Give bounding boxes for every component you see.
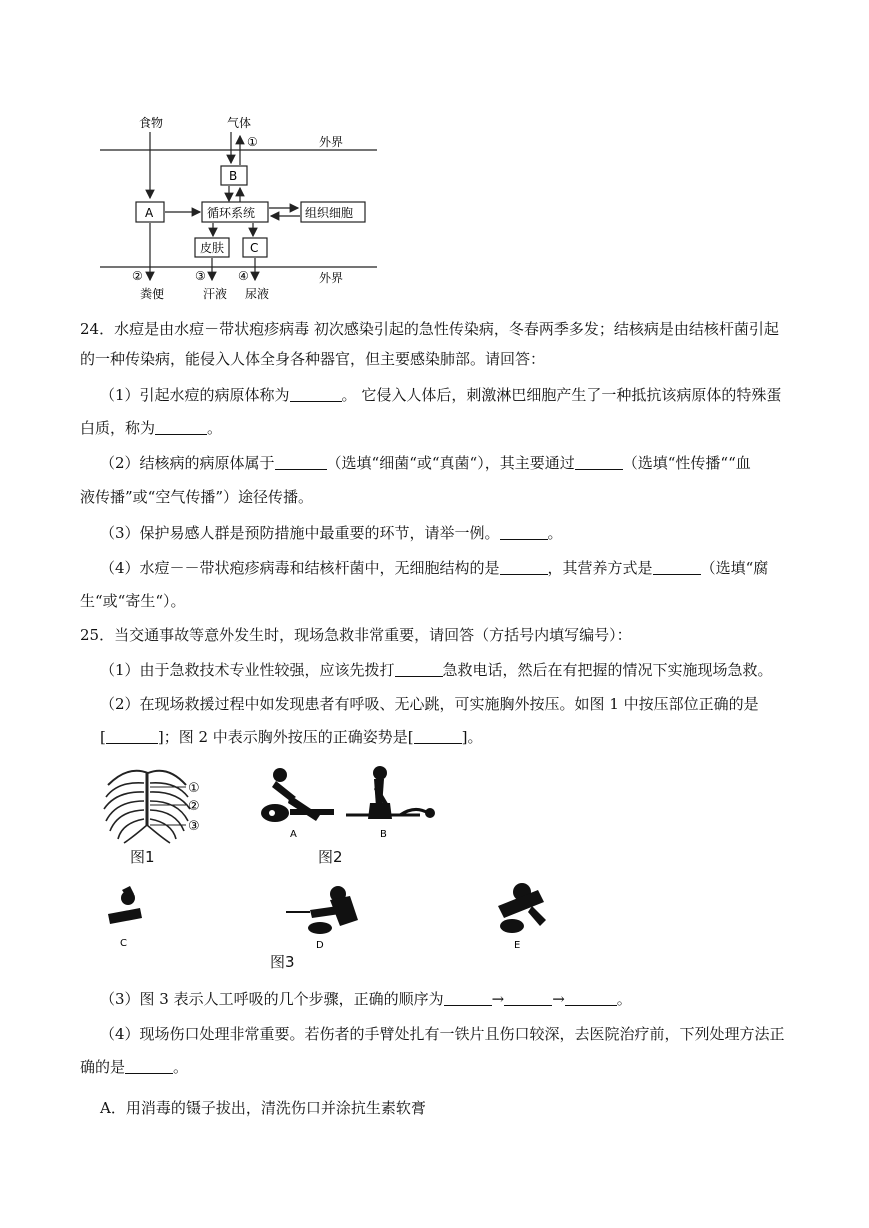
q24-p2-text-c: （选填“性传播““血 [622, 454, 751, 472]
arrow-icon: → [552, 990, 565, 1008]
q24-p1-text-c: 白质，称为 [80, 419, 156, 437]
answer-blank[interactable] [575, 453, 623, 470]
answer-blank[interactable] [414, 727, 462, 744]
q24-part4-line1 [100, 557, 768, 579]
q25-p1-text-b: 急救电话，然后在有把握的情况下实施现场急救。 [442, 661, 773, 679]
q25-p2-text-c: ]；图 2 中表示胸外按压的正确姿势是[ [157, 728, 414, 746]
diagram-n1: ① [247, 135, 258, 149]
answer-blank[interactable] [653, 558, 701, 575]
figure1-label: 图1 [130, 848, 155, 866]
box-c-label: C [250, 241, 259, 255]
diagram-urine: 尿液 [245, 287, 270, 301]
fig3-c-label: C [120, 938, 127, 949]
fig3-e-label: E [514, 940, 521, 951]
q25-part1 [100, 659, 773, 681]
figure2-label: 图2 [318, 848, 343, 866]
box-a-label: A [145, 206, 154, 220]
q25-p2-text-d: ]。 [461, 728, 483, 746]
q24-part3 [100, 522, 563, 544]
fig3-d-label: D [316, 940, 324, 951]
answer-blank[interactable] [565, 989, 617, 1006]
diagram-outside-bottom: 外界 [319, 271, 344, 285]
q24-p2-text-d: 液传播”或“空气传播”）途径传播。 [80, 488, 314, 506]
figure2-compression [250, 765, 440, 850]
q25-part4-line1 [100, 1023, 785, 1045]
q25-part4-line2 [80, 1056, 188, 1078]
answer-blank[interactable] [290, 385, 342, 402]
metabolism-diagram [95, 110, 385, 305]
box-b-label: B [229, 169, 238, 183]
q24-p4-text-d: 生“或“寄生“）。 [80, 592, 186, 610]
answer-blank[interactable] [155, 418, 207, 435]
answer-blank[interactable] [106, 727, 158, 744]
q24-p3-text-a: （3）保护易感人群是预防措施中最重要的环节，请举一例。 [100, 524, 500, 542]
q24-part4-line2 [80, 590, 186, 612]
figure3-step-e [488, 880, 558, 955]
answer-blank[interactable] [444, 989, 492, 1006]
arrow-icon: → [491, 990, 505, 1008]
diagram-gas: 气体 [227, 116, 252, 130]
q25-p4-text-b: 确的是 [80, 1058, 126, 1076]
q24-stem-line1 [80, 318, 779, 340]
q24-p1-text-b: 。 它侵入人体后，刺激淋巴细胞产生了一种抵抗该病原体的特殊蛋 [341, 386, 782, 404]
figure1-ribcage [98, 765, 218, 865]
q25-p2-text-b: [ [100, 728, 106, 746]
answer-blank[interactable] [504, 989, 552, 1006]
q25-p3-text-a: （3）图 3 表示人工呼吸的几个步骤，正确的顺序为 [100, 990, 444, 1008]
q24-part2-line2 [80, 486, 313, 508]
q24-part1-line1 [100, 384, 781, 406]
q25-p1-text-a: （1）由于急救技术专业性较强，应该先拨打 [100, 661, 395, 679]
q24-stem-1: 24．水痘是由水痘－带状疱疹病毒 初次感染引起的急性传染病，冬春两季多发；结核病是由结核杆菌引起 [80, 320, 779, 338]
answer-blank[interactable] [500, 523, 548, 540]
fig1-n1: ① [188, 781, 200, 796]
q25-part2-line1 [100, 693, 759, 715]
diagram-n4: ④ [238, 269, 249, 283]
answer-blank[interactable] [275, 453, 327, 470]
figure3-label: 图3 [270, 953, 295, 971]
q24-p4-text-c: （选填“腐 [700, 559, 769, 577]
fig2-a-label: A [290, 829, 297, 840]
fig2-b-label: B [380, 829, 387, 840]
fig1-n2: ② [188, 799, 200, 814]
figure3-step-d [280, 882, 370, 957]
q25-option-a-text: A．用消毒的镊子拔出，清洗伤口并涂抗生素软膏 [100, 1099, 426, 1117]
q25-p4-text-a: （4）现场伤口处理非常重要。若伤者的手臂处扎有一铁片且伤口较深，去医院治疗前，下列处理方法正 [100, 1025, 785, 1043]
q24-part1-line2 [80, 417, 222, 439]
q24-p1-text-a: （1）引起水痘的病原体称为 [100, 386, 290, 404]
answer-blank[interactable] [125, 1057, 173, 1074]
q25-p4-text-c: 。 [173, 1058, 189, 1076]
q24-p1-text-d: 。 [207, 419, 223, 437]
q25-p2-text-a: （2）在现场救援过程中如发现患者有呼吸、无心跳，可实施胸外按压。如图 1 中按压部位正确的是 [100, 695, 759, 713]
q24-p4-text-b: ，其营养方式是 [547, 559, 653, 577]
q25-stem [80, 624, 632, 646]
box-skin-label: 皮肤 [200, 241, 225, 255]
q24-p2-text-a: （2）结核病的病原体属于 [100, 454, 275, 472]
diagram-feces: 粪便 [140, 287, 165, 301]
q25-part3 [100, 988, 632, 1010]
fig1-n3: ③ [188, 819, 200, 834]
q25-option-a [100, 1097, 426, 1119]
diagram-n3: ③ [195, 269, 206, 283]
diagram-n2: ② [132, 269, 143, 283]
q25-stem-text: 25．当交通事故等意外发生时，现场急救非常重要，请回答（方括号内填写编号）： [80, 626, 632, 644]
q25-part2-line2 [100, 726, 483, 748]
q24-p4-text-a: （4）水痘－－带状疱疹病毒和结核杆菌中，无细胞结构的是 [100, 559, 500, 577]
q24-p3-text-b: 。 [547, 524, 563, 542]
figure3-step-c [100, 884, 150, 954]
diagram-food: 食物 [139, 116, 164, 130]
q24-part2-line1 [100, 452, 751, 474]
q24-stem-line2 [80, 348, 545, 370]
answer-blank[interactable] [500, 558, 548, 575]
answer-blank[interactable] [395, 660, 443, 677]
diagram-outside-top: 外界 [319, 135, 344, 149]
q24-stem-2: 的一种传染病，能侵入人体全身各种器官，但主要感染肺部。请回答： [80, 350, 546, 368]
q24-p2-text-b: （选填“细菌“或“真菌“），其主要通过 [326, 454, 575, 472]
box-circulation-label: 循环系统 [207, 206, 256, 220]
box-tissue-label: 组织细胞 [305, 206, 354, 220]
q25-p3-end: 。 [616, 990, 632, 1008]
diagram-sweat: 汗液 [203, 287, 228, 301]
